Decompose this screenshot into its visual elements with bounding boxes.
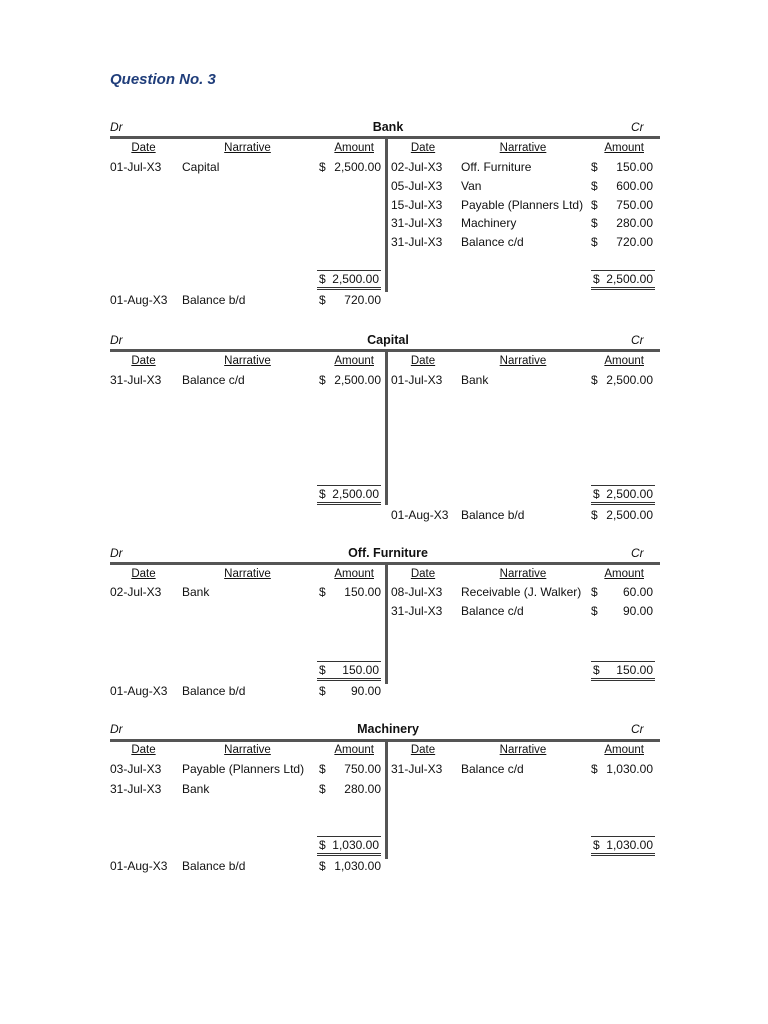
credit-date: 15-Jul-X3 (391, 198, 443, 212)
credit-total: $ 2,500.00 (591, 270, 655, 290)
credit-narrative-header: Narrative (499, 355, 547, 367)
credit-narrative: Balance c/d (461, 604, 524, 618)
debit-amount-header: Amount (334, 744, 374, 756)
debit-date-header: Date (131, 744, 156, 756)
credit-narrative-header: Narrative (499, 568, 547, 580)
debit-date-header: Date (131, 355, 156, 367)
credit-narrative: Balance c/d (461, 235, 524, 249)
account-title: Bank (372, 120, 404, 134)
debit-narrative-header: Narrative (224, 142, 271, 154)
credit-amount-header: Amount (604, 568, 644, 580)
account-title: Capital (367, 333, 409, 347)
dr-label: Dr (110, 546, 123, 560)
balance-bd-amount: $ 1,030.00 (319, 859, 381, 873)
debit-narrative-header: Narrative (224, 355, 271, 367)
debit-amount-header: Amount (334, 568, 374, 580)
debit-amount: $ 2,500.00 (319, 160, 381, 174)
credit-total: $ 150.00 (591, 661, 655, 681)
balance-bd-amount: $ 90.00 (319, 684, 381, 698)
debit-date: 02-Jul-X3 (110, 585, 162, 599)
credit-total: $ 2,500.00 (591, 485, 655, 505)
debit-amount: $ 150.00 (319, 585, 381, 599)
balance-bd-date: 01-Aug-X3 (110, 859, 168, 873)
balance-bd-date: 01-Aug-X3 (110, 293, 168, 307)
credit-date-header: Date (410, 142, 436, 154)
debit-narrative-header: Narrative (224, 568, 271, 580)
cr-label: Cr (631, 120, 644, 134)
credit-amount: $ 600.00 (591, 179, 653, 193)
credit-amount-header: Amount (604, 355, 644, 367)
credit-amount: $ 720.00 (591, 235, 653, 249)
debit-total: $ 1,030.00 (317, 836, 381, 856)
debit-narrative: Bank (182, 585, 210, 599)
balance-bd-narrative: Balance b/d (182, 684, 246, 698)
credit-amount-header: Amount (604, 744, 644, 756)
cr-label: Cr (631, 722, 644, 736)
credit-narrative: Machinery (461, 216, 517, 230)
debit-narrative: Balance c/d (182, 373, 245, 387)
account-title: Machinery (357, 722, 419, 736)
debit-date-header: Date (131, 142, 156, 154)
debit-total: $ 2,500.00 (317, 485, 381, 505)
debit-total: $ 150.00 (317, 661, 381, 681)
t-account-divider (385, 136, 388, 292)
credit-date: 01-Jul-X3 (391, 373, 443, 387)
balance-bd-narrative: Balance b/d (182, 859, 246, 873)
credit-narrative: Bank (461, 373, 489, 387)
credit-amount: $ 60.00 (591, 585, 653, 599)
credit-date-header: Date (410, 744, 436, 756)
dr-label: Dr (110, 333, 123, 347)
credit-narrative: Van (461, 179, 482, 193)
debit-amount: $ 280.00 (319, 782, 381, 796)
debit-total: $ 2,500.00 (317, 270, 381, 290)
credit-amount: $ 90.00 (591, 604, 653, 618)
cr-label: Cr (631, 546, 644, 560)
credit-date-header: Date (410, 568, 436, 580)
credit-narrative: Payable (Planners Ltd) (461, 198, 584, 212)
debit-narrative: Payable (Planners Ltd) (182, 762, 305, 776)
credit-total: $ 1,030.00 (591, 836, 655, 856)
credit-date: 05-Jul-X3 (391, 179, 443, 193)
credit-narrative: Receivable (J. Walker) (461, 585, 582, 599)
account-title: Off. Furniture (348, 546, 428, 560)
balance-bd-narrative: Balance b/d (182, 293, 246, 307)
credit-narrative: Off. Furniture (461, 160, 532, 174)
credit-amount: $ 280.00 (591, 216, 653, 230)
credit-amount: $ 750.00 (591, 198, 653, 212)
balance-bd-date: 01-Aug-X3 (110, 684, 168, 698)
debit-date: 31-Jul-X3 (110, 782, 162, 796)
t-account-divider (385, 739, 388, 859)
debit-narrative: Bank (182, 782, 210, 796)
debit-amount-header: Amount (334, 142, 374, 154)
credit-narrative: Balance c/d (461, 762, 524, 776)
debit-amount: $ 2,500.00 (319, 373, 381, 387)
credit-narrative-header: Narrative (499, 142, 547, 154)
debit-date: 01-Jul-X3 (110, 160, 162, 174)
debit-date: 03-Jul-X3 (110, 762, 162, 776)
credit-amount-header: Amount (604, 142, 644, 154)
cr-label: Cr (631, 333, 644, 347)
debit-date: 31-Jul-X3 (110, 373, 162, 387)
dr-label: Dr (110, 120, 123, 134)
credit-narrative-header: Narrative (499, 744, 547, 756)
credit-date-header: Date (410, 355, 436, 367)
debit-narrative-header: Narrative (224, 744, 271, 756)
balance-bd-narrative: Balance b/d (461, 508, 525, 522)
credit-date: 31-Jul-X3 (391, 604, 443, 618)
credit-amount: $ 1,030.00 (591, 762, 653, 776)
balance-bd-date: 01-Aug-X3 (391, 508, 449, 522)
credit-amount: $ 150.00 (591, 160, 653, 174)
credit-date: 02-Jul-X3 (391, 160, 443, 174)
credit-amount: $ 2,500.00 (591, 373, 653, 387)
balance-bd-amount: $ 720.00 (319, 293, 381, 307)
t-account-divider (385, 562, 388, 684)
balance-bd-amount: $ 2,500.00 (591, 508, 653, 522)
question-title: Question No. 3 (110, 71, 216, 88)
credit-date: 31-Jul-X3 (391, 216, 443, 230)
t-account-divider (385, 349, 388, 505)
dr-label: Dr (110, 722, 123, 736)
debit-date-header: Date (131, 568, 156, 580)
debit-amount-header: Amount (334, 355, 374, 367)
credit-date: 31-Jul-X3 (391, 235, 443, 249)
credit-date: 08-Jul-X3 (391, 585, 443, 599)
debit-narrative: Capital (182, 160, 220, 174)
credit-date: 31-Jul-X3 (391, 762, 443, 776)
debit-amount: $ 750.00 (319, 762, 381, 776)
